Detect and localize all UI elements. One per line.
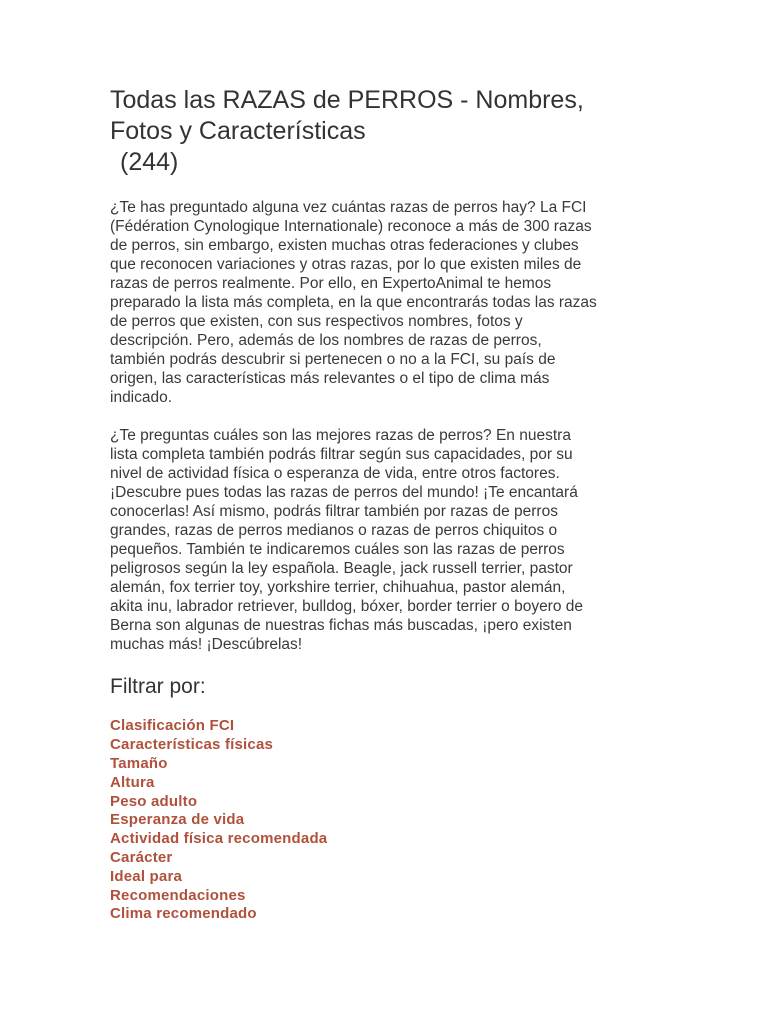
paragraph-line: Berna son algunas de nuestras fichas más buscadas, ¡pero existen xyxy=(110,617,572,634)
paragraph-line: de perros, sin embargo, existen muchas otras federaciones y clubes xyxy=(110,237,579,254)
paragraph-line: (Fédération Cynologique Internationale) reconoce a más de 300 razas xyxy=(110,218,592,235)
filter-link-caracter[interactable]: Carácter xyxy=(110,849,173,866)
paragraph-line: nivel de actividad física o esperanza de vida, entre otros factores. xyxy=(110,465,560,482)
page-title xyxy=(110,85,670,178)
paragraph-line: ¿Te preguntas cuáles son las mejores razas de perros? En nuestra xyxy=(110,427,571,444)
paragraph-line: alemán, fox terrier toy, yorkshire terrier, chihuahua, pastor alemán, xyxy=(110,579,566,596)
paragraph-line: muchas más! ¡Descúbrelas! xyxy=(110,636,303,653)
filter-link-caracteristicas-fisicas[interactable]: Características físicas xyxy=(110,736,274,754)
paragraph-line: lista completa también podrás filtrar según sus capacidades, por su xyxy=(110,446,573,463)
filter-list xyxy=(110,717,670,924)
filter-link-esperanza-de-vida[interactable]: Esperanza de vida xyxy=(110,811,245,829)
paragraph-line: grandes, razas de perros medianos o razas de perros chiquitos o xyxy=(110,522,558,539)
paragraph-line: de perros que existen, con sus respectivos nombres, fotos y xyxy=(110,313,523,330)
paragraph-line: origen, las características más relevantes o el tipo de clima más xyxy=(110,370,550,387)
filter-link-ideal-para[interactable]: Ideal para xyxy=(110,867,183,885)
paragraph-line: descripción. Pero, además de los nombres de razas de perros, xyxy=(110,332,542,349)
filter-link-clasificacion-fci[interactable]: Clasificación FCI xyxy=(110,717,235,735)
paragraph-line: pequeños. También te indicaremos cuáles son las razas de perros xyxy=(110,541,565,558)
filter-link-clima-recomendado[interactable]: Clima recomendado xyxy=(110,905,257,923)
article xyxy=(110,85,670,940)
filter-link-actividad-fisica[interactable]: Actividad física recomendada xyxy=(110,830,328,848)
title-line-2: Fotos y Características xyxy=(110,117,366,145)
filter-link-tamano[interactable]: Tamaño xyxy=(110,755,168,773)
paragraph-line: akita inu, labrador retriever, bulldog, bóxer, border terrier o boyero de xyxy=(110,598,584,615)
intro-paragraph xyxy=(110,198,670,407)
paragraph-line: indicado. xyxy=(110,389,173,406)
paragraph-line: ¡Descubre pues todas las razas de perros del mundo! ¡Te encantará xyxy=(110,484,578,501)
paragraph-line: ¿Te has preguntado alguna vez cuántas razas de perros hay? La FCI xyxy=(110,199,587,216)
paragraph-line: también podrás descubrir si pertenecen o no a la FCI, su país de xyxy=(110,351,556,368)
paragraph-line: razas de perros realmente. Por ello, en ExpertoAnimal te hemos xyxy=(110,275,552,292)
title-line-1: Todas las RAZAS de PERROS - Nombres, xyxy=(110,86,584,114)
paragraph-line: que reconocen variaciones y otras razas, por lo que existen miles de xyxy=(110,256,582,273)
filter-link-peso-adulto[interactable]: Peso adulto xyxy=(110,792,198,810)
paragraph-line: peligrosos según la ley española. Beagle, jack russell terrier, pastor xyxy=(110,560,573,577)
breed-count: (244) xyxy=(120,148,179,176)
filter-link-altura[interactable]: Altura xyxy=(110,773,155,791)
paragraph-line: conocerlas! Así mismo, podrás filtrar también por razas de perros xyxy=(110,503,558,520)
paragraph-line: preparado la lista más completa, en la que encontrarás todas las razas xyxy=(110,294,597,311)
filter-link-recomendaciones[interactable]: Recomendaciones xyxy=(110,886,246,904)
second-paragraph xyxy=(110,426,670,654)
filter-heading: Filtrar por: xyxy=(110,675,206,698)
